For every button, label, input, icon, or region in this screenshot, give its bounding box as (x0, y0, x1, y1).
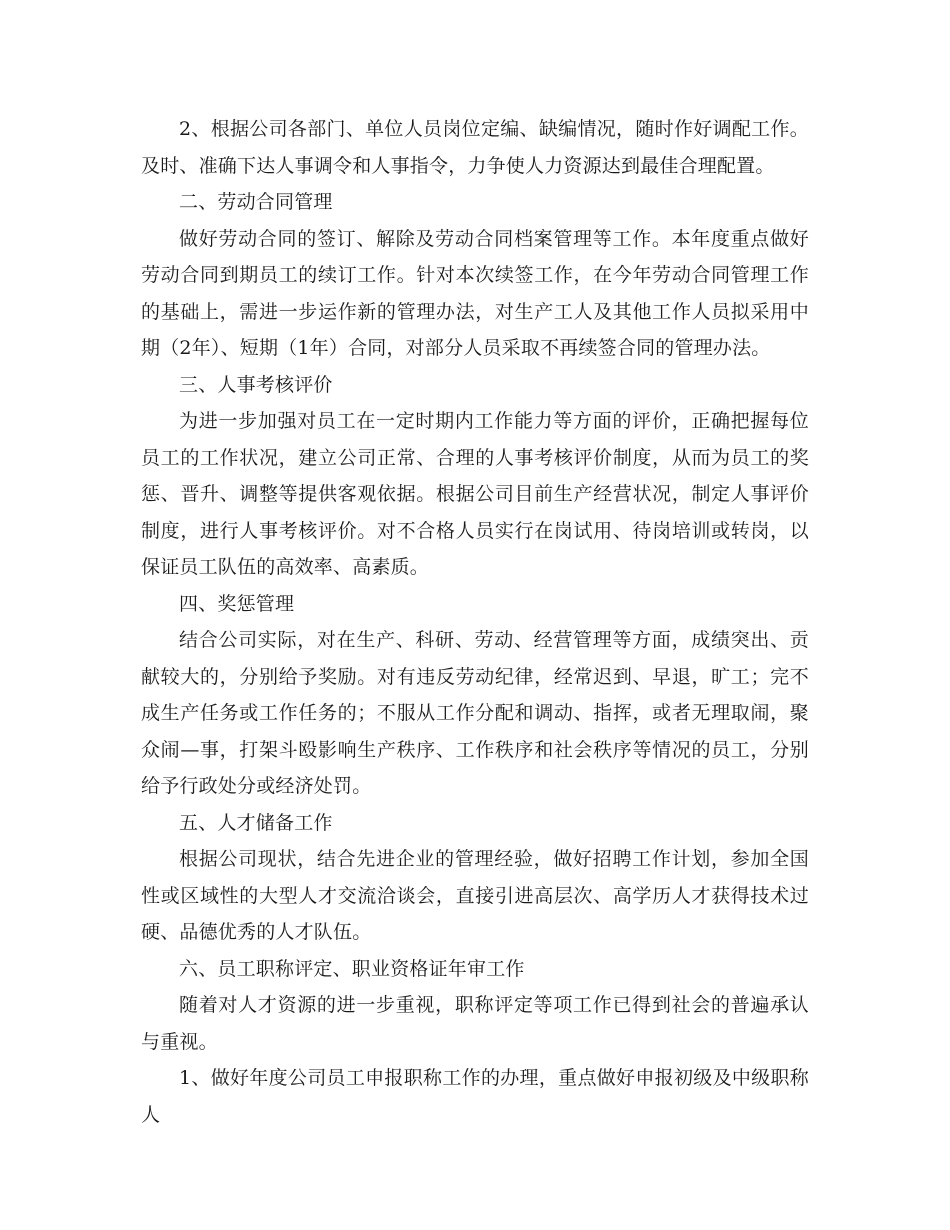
paragraph-labor-contract: 做好劳动合同的签订、解除及劳动合同档案管理等工作。本年度重点做好劳动合同到期员工的续订工作。针对本次续签工作，在今年劳动合同管理工作的基础上，需进一步运作新的管理办法，对生产工人及其他工作人员拟采用中期（2年）、短期（1年）合同，对部分人员采取不再续签合同的管理办法。 (141, 227, 809, 359)
paragraph-staffing-allocation: 2、根据公司各部门、单位人员岗位定编、缺编情况，随时作好调配工作。及时、准确下达人事调令和人事指令，力争使人力资源达到最佳合理配置。 (141, 118, 809, 177)
paragraph-title-application: 1、做好年度公司员工申报职称工作的办理，重点做好申报初级及中级职称人 (141, 1067, 809, 1126)
heading-personnel-evaluation: 三、人事考核评价 (179, 373, 333, 396)
paragraph-talent-reserve: 根据公司现状，结合先进企业的管理经验，做好招聘工作计划，参加全国性或区域性的大型人才交流洽谈会，直接引进高层次、高学历人才获得技术过硬、品德优秀的人才队伍。 (141, 848, 809, 943)
document-body (141, 111, 809, 1133)
heading-labor-contract: 二、劳动合同管理 (179, 191, 333, 213)
heading-talent-reserve: 五、人才储备工作 (179, 811, 333, 834)
heading-rewards-penalties: 四、奖惩管理 (179, 592, 295, 615)
paragraph-personnel-evaluation: 为进一步加强对员工在一定时期内工作能力等方面的评价，正确把握每位员工的工作状况，建立公司正常、合理的人事考核评价制度，从而为员工的奖惩、晋升、调整等提供客观依据。根据公司目前生产经营状况，制定人事评价制度，进行人事考核评价。对不合格人员实行在岗试用、待岗培训或转岗，以保证员工队伍的高效率、高素质。 (141, 410, 809, 578)
paragraph-rewards-penalties: 结合公司实际，对在生产、科研、劳动、经营管理等方面，成绩突出、贡献较大的，分别给予奖励。对有违反劳动纪律，经常迟到、早退，旷工；完不成生产任务或工作任务的；不服从工作分配和调动、指挥，或者无理取闹，聚众闹—事，打架斗殴影响生产秩序、工作秩序和社会秩序等情况的员工，分别给予行政处分或经济处罚。 (141, 629, 809, 797)
heading-title-certification: 六、员工职称评定、职业资格证年审工作 (179, 957, 525, 980)
paragraph-title-certification: 随着对人才资源的进一步重视，职称评定等项工作已得到社会的普遍承认与重视。 (141, 994, 809, 1053)
